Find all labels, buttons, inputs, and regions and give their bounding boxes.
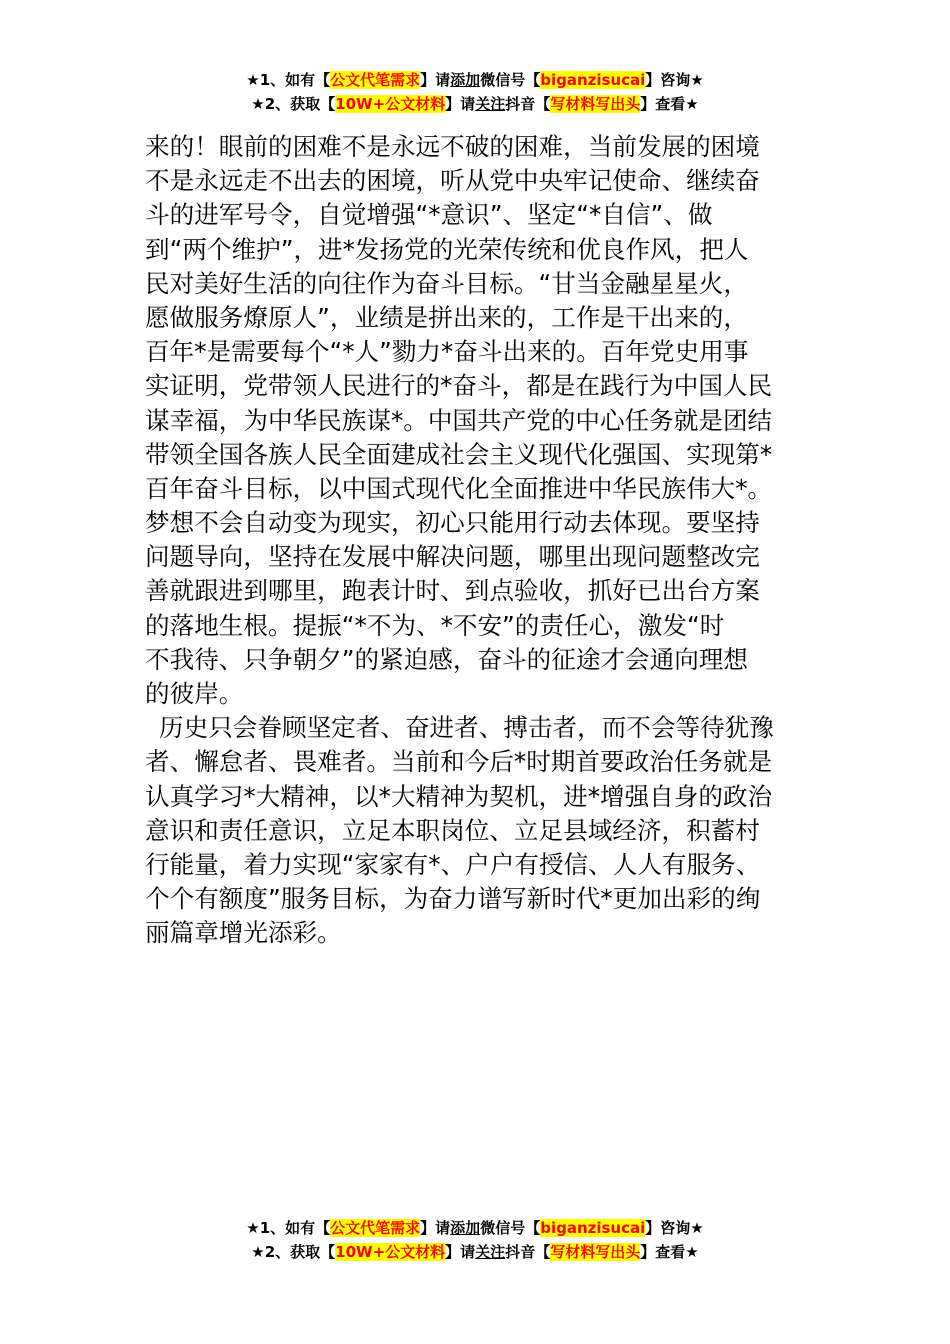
star-icon: ★ [246,71,260,89]
highlight-service: 公文代笔需求 [330,71,421,89]
banner-text: 】请 [420,71,451,89]
banner-text: 2、获取【 [264,1243,336,1261]
text-line: 百年奋斗目标，以中国式现代化全面推进中华民族伟大*。 [145,473,773,503]
banner-line-2 [0,1240,950,1264]
text-line: 不是永远走不出去的困境，听从党中央牢记使命、继续奋 [145,166,760,196]
star-icon: ★ [246,1219,260,1237]
banner-text: 微信号【 [480,71,541,89]
text-line: 者、懈怠者、畏难者。当前和今后*时期首要政治任务就是 [145,747,773,777]
banner-text: 抖音【 [505,95,551,113]
highlight-materials: 10W+公文材料 [335,1243,446,1261]
header-banner [0,68,950,116]
text-line: 实证明，党带领人民进行的*奋斗，都是在践行为中国人民 [145,371,773,401]
banner-text: 2、获取【 [264,95,336,113]
highlight-douyin-id: 写材料写出头 [550,1243,641,1261]
text-line: 民对美好生活的向往作为奋斗目标。“甘当金融星星火， [145,268,748,298]
text-line: 问题导向，坚持在发展中解决问题，哪里出现问题整改完 [145,542,760,572]
star-icon: ★ [690,1219,704,1237]
text-line: 善就跟进到哪里，跑表计时、到点验收，抓好已出台方案 [145,576,760,606]
text-line: 带领全国各族人民全面建成社会主义现代化强国、实现第* [145,439,773,469]
banner-line-1 [0,1216,950,1240]
banner-text: 】请 [445,1243,476,1261]
text-line: 谋幸福，为中华民族谋*。中国共产党的中心任务就是团结 [145,405,773,435]
paragraph-start-line: 历史只会眷顾坚定者、奋进者、搏击者，而不会等待犹豫 [159,713,774,743]
text-line: 意识和责任意识，立足本职岗位、立足县域经济，积蓄村 [145,815,760,845]
text-line: 个个有额度”服务目标，为奋力谱写新时代*更加出彩的绚 [145,884,761,914]
document-body [145,130,810,951]
banner-text: 】查看 [640,95,686,113]
banner-text: 1、如有【 [259,1219,331,1237]
underlined-text: 添加 [450,1219,481,1237]
star-icon: ★ [251,95,265,113]
text-line: 来的！眼前的困难不是永远不破的困难，当前发展的困境 [145,132,760,161]
banner-text: 抖音【 [505,1243,551,1261]
star-icon: ★ [690,71,704,89]
underlined-text: 关注 [475,1243,506,1261]
text-line: 愿做服务燎原人”，业绩是拼出来的，工作是干出来的， [145,302,748,332]
banner-line-2 [0,92,950,116]
text-line: 到“两个维护”，进*发扬党的光荣传统和优良作风，把人 [145,234,749,264]
footer-banner [0,1216,950,1264]
banner-text: 1、如有【 [259,71,331,89]
star-icon: ★ [685,95,699,113]
text-line: 丽篇章增光添彩。 [145,918,342,948]
text-line: 行能量，着力实现“家家有*、户户有授信、人人有服务、 [145,849,761,879]
underlined-text: 关注 [475,95,506,113]
highlight-service: 公文代笔需求 [330,1219,421,1237]
highlight-douyin-id: 写材料写出头 [550,95,641,113]
text-line: 百年*是需要每个“*人”勠力*奋斗出来的。百年党史用事 [145,337,749,367]
banner-line-1 [0,68,950,92]
banner-text: 】请 [445,95,476,113]
text-line: 梦想不会自动变为现实，初心只能用行动去体现。要坚持 [145,508,760,538]
text-line: 的落地生根。提振“*不为、*不安”的责任心，激发“时 [145,610,725,640]
underlined-text: 添加 [450,71,481,89]
banner-text: 微信号【 [480,1219,541,1237]
text-line: 不我待、只争朝夕”的紧迫感，奋斗的征途才会通向理想 [145,644,748,674]
text-line: 斗的进军号令，自觉增强“*意识”、坚定“*自信”、做 [145,200,713,230]
banner-text: 】查看 [640,1243,686,1261]
highlight-wechat-id: biganzisucai [540,1219,646,1237]
text-line: 的彼岸。 [145,679,244,708]
highlight-materials: 10W+公文材料 [335,95,446,113]
star-icon: ★ [685,1243,699,1261]
banner-text: 】咨询 [645,71,691,89]
star-icon: ★ [251,1243,265,1261]
highlight-wechat-id: biganzisucai [540,71,646,89]
text-line: 认真学习*大精神，以*大精神为契机，进*增强自身的政治 [145,781,773,811]
banner-text: 】咨询 [645,1219,691,1237]
banner-text: 】请 [420,1219,451,1237]
